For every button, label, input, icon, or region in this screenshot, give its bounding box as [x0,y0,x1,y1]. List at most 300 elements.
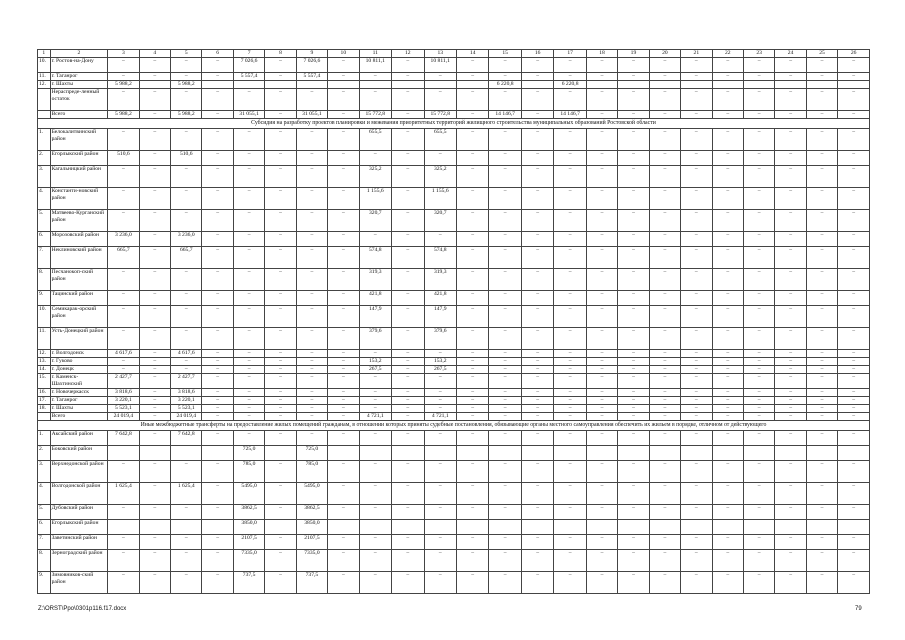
value-cell: – [233,350,264,358]
value-cell: – [328,232,359,247]
column-number-cell: 20 [649,50,680,58]
row-number-cell: 8. [38,550,51,572]
value-cell: – [359,151,391,166]
value-cell: – [171,366,202,374]
value-cell: – [108,269,139,291]
value-cell: – [108,129,139,151]
value-cell: 7335,0 [233,550,264,572]
value-cell: – [359,483,391,505]
value-cell: – [489,58,521,73]
value-cell: – [681,306,712,328]
value-cell: – [328,306,359,328]
municipality-name-cell: Егорлыкский район [50,520,108,535]
value-cell [649,520,680,535]
value-cell: – [456,269,488,291]
value-cell [743,81,774,89]
value-cell: – [202,58,233,73]
value-cell: – [359,405,391,413]
value-cell: – [456,358,488,366]
value-cell: – [328,111,359,119]
value-cell: – [743,166,774,188]
value-cell: – [328,483,359,505]
value-cell: – [586,328,617,350]
value-cell: – [838,413,870,421]
value-cell: – [554,397,586,405]
value-cell: – [489,405,521,413]
value-cell: – [743,550,774,572]
value-cell: – [202,129,233,151]
value-cell: – [649,166,680,188]
value-cell: – [775,550,806,572]
value-cell: – [775,413,806,421]
value-cell: 785,0 [233,461,264,483]
value-cell [359,520,391,535]
value-cell: – [456,210,488,232]
value-cell: – [359,73,391,81]
value-cell: 320,7 [359,210,391,232]
value-cell: – [554,461,586,483]
value-cell: – [649,350,680,358]
value-cell [521,520,553,535]
row-number-cell: 18. [38,405,51,413]
value-cell [171,520,202,535]
value-cell: – [233,389,264,397]
value-cell: – [489,366,521,374]
value-cell: – [139,550,170,572]
value-cell: – [681,483,712,505]
value-cell: – [171,188,202,210]
value-cell: – [139,505,170,520]
value-cell: – [489,358,521,366]
municipality-name-cell: г. Каменск-Шахтинский [50,374,108,389]
municipality-name-cell: г. Таганрог [50,397,108,405]
value-cell: – [296,431,327,446]
value-cell: – [681,413,712,421]
value-cell: – [328,405,359,413]
value-cell: – [265,129,296,151]
value-cell: – [586,151,617,166]
value-cell: 5 523,1 [171,405,202,413]
value-cell: – [649,269,680,291]
value-cell: – [521,389,553,397]
value-cell: – [618,572,649,594]
value-cell: – [296,328,327,350]
value-cell: – [586,269,617,291]
value-cell: – [649,328,680,350]
value-cell: – [618,151,649,166]
value-cell: 325,2 [359,166,391,188]
municipality-name-cell: Матвеево-Курганский район [50,210,108,232]
value-cell: – [712,247,743,269]
value-cell: – [806,188,837,210]
value-cell: 147,9 [359,306,391,328]
value-cell: – [202,210,233,232]
value-cell: – [489,269,521,291]
row-number-cell: 2. [38,151,51,166]
value-cell: 1 625,4 [108,483,139,505]
value-cell: – [392,572,424,594]
table-row [38,389,870,397]
value-cell: – [521,505,553,520]
value-cell: 147,9 [424,306,456,328]
value-cell: – [265,397,296,405]
value-cell: – [775,166,806,188]
row-number-cell [38,89,51,111]
value-cell [681,520,712,535]
value-cell: – [743,58,774,73]
value-cell: 665,7 [108,247,139,269]
value-cell: 5 988,2 [108,81,139,89]
value-cell: – [265,405,296,413]
value-cell: – [265,535,296,550]
value-cell: – [806,73,837,81]
value-cell: – [681,374,712,389]
value-cell: – [265,366,296,374]
value-cell [521,446,553,461]
value-cell: – [712,89,743,111]
value-cell: – [649,483,680,505]
value-cell: – [743,210,774,232]
value-cell: – [554,129,586,151]
value-cell [328,446,359,461]
value-cell: 319,3 [359,269,391,291]
value-cell: – [806,483,837,505]
value-cell: – [265,431,296,446]
value-cell: – [586,291,617,306]
value-cell [649,446,680,461]
value-cell: – [712,58,743,73]
value-cell: – [712,550,743,572]
value-cell: – [139,73,170,81]
value-cell: – [838,73,870,81]
value-cell: – [139,374,170,389]
column-number-cell: 21 [681,50,712,58]
table-row [38,446,870,461]
value-cell: 2 427,7 [108,374,139,389]
value-cell [775,446,806,461]
value-cell: – [681,151,712,166]
municipality-name-cell: Волгодонской район [50,483,108,505]
value-cell: – [296,306,327,328]
value-cell: – [554,306,586,328]
value-cell: – [171,166,202,188]
value-cell: – [521,461,553,483]
municipality-name-cell: Боковский район [50,446,108,461]
value-cell: 3862,5 [296,505,327,520]
table-row [38,306,870,328]
value-cell: – [392,550,424,572]
value-cell: – [712,210,743,232]
value-cell: – [521,188,553,210]
value-cell: – [108,328,139,350]
value-cell: – [806,358,837,366]
value-cell: – [456,73,488,81]
value-cell: – [838,111,870,119]
value-cell: 785,0 [296,461,327,483]
value-cell: – [743,572,774,594]
value-cell: – [586,306,617,328]
value-cell: – [681,111,712,119]
value-cell: – [618,247,649,269]
value-cell: – [392,232,424,247]
table-row [38,405,870,413]
value-cell: – [554,58,586,73]
value-cell: – [649,413,680,421]
value-cell: – [838,232,870,247]
value-cell: – [328,550,359,572]
value-cell: – [392,389,424,397]
table-row [38,166,870,188]
value-cell: – [265,550,296,572]
value-cell: – [521,269,553,291]
value-cell: – [649,550,680,572]
row-number-cell: 3. [38,461,51,483]
value-cell: – [359,350,391,358]
value-cell: 31 055,1 [233,111,264,119]
value-cell: 320,7 [424,210,456,232]
value-cell [838,81,870,89]
value-cell: – [712,405,743,413]
value-cell: – [775,247,806,269]
row-number-cell: 13. [38,358,51,366]
value-cell: – [296,232,327,247]
value-cell [712,520,743,535]
row-number-cell: 15. [38,374,51,389]
value-cell: – [712,413,743,421]
value-cell: – [233,306,264,328]
value-cell: – [489,89,521,111]
value-cell: – [806,389,837,397]
value-cell: 655,5 [424,129,456,151]
value-cell: – [265,89,296,111]
value-cell: – [424,350,456,358]
value-cell: – [456,413,488,421]
value-cell: – [392,461,424,483]
value-cell: – [108,291,139,306]
value-cell: 725,0 [296,446,327,461]
value-cell: – [554,389,586,397]
municipality-name-cell: г. Ростов-на-Дону [50,58,108,73]
value-cell: – [775,505,806,520]
value-cell: 4 617,6 [171,350,202,358]
value-cell: – [775,535,806,550]
value-cell: – [139,405,170,413]
value-cell: – [649,358,680,366]
value-cell [265,446,296,461]
value-cell: – [586,397,617,405]
value-cell: – [838,58,870,73]
value-cell [743,446,774,461]
value-cell: – [139,413,170,421]
value-cell: – [681,550,712,572]
column-number-cell: 24 [775,50,806,58]
municipality-name-cell: Зерноградский район [50,550,108,572]
value-cell: – [392,350,424,358]
value-cell: – [202,405,233,413]
column-number-cell: 9 [296,50,327,58]
value-cell: – [233,374,264,389]
value-cell [233,81,264,89]
value-cell: – [202,431,233,446]
value-cell: – [586,461,617,483]
value-cell: – [139,269,170,291]
value-cell: – [618,431,649,446]
value-cell: – [554,550,586,572]
value-cell [838,520,870,535]
value-cell: – [743,350,774,358]
value-cell: – [424,550,456,572]
value-cell: – [108,73,139,81]
value-cell: – [712,111,743,119]
value-cell: 4 617,6 [108,350,139,358]
value-cell: – [424,431,456,446]
row-number-cell: 10. [38,58,51,73]
value-cell: – [456,58,488,73]
value-cell: – [521,210,553,232]
value-cell: – [775,73,806,81]
value-cell: – [424,535,456,550]
value-cell: – [424,151,456,166]
value-cell: – [328,58,359,73]
value-cell: – [392,431,424,446]
value-cell: – [743,358,774,366]
value-cell: – [521,397,553,405]
value-cell: – [521,572,553,594]
value-cell: – [554,210,586,232]
row-number-cell: 17. [38,397,51,405]
table-row [38,291,870,306]
value-cell [456,446,488,461]
value-cell: – [233,151,264,166]
value-cell: – [554,247,586,269]
value-cell: – [712,328,743,350]
column-number-cell: 12 [392,50,424,58]
value-cell [392,81,424,89]
value-cell: – [171,89,202,111]
value-cell: – [328,413,359,421]
value-cell: – [328,210,359,232]
value-cell: – [806,306,837,328]
value-cell: – [712,535,743,550]
value-cell: – [649,374,680,389]
value-cell: – [838,505,870,520]
value-cell: – [521,306,553,328]
value-cell [139,81,170,89]
value-cell: – [359,89,391,111]
value-cell: – [712,431,743,446]
value-cell: – [328,366,359,374]
value-cell: – [296,89,327,111]
value-cell: – [618,58,649,73]
value-cell: – [775,111,806,119]
value-cell [139,446,170,461]
value-cell: – [743,389,774,397]
value-cell: 24 019,4 [108,413,139,421]
value-cell: – [359,389,391,397]
row-number-cell [38,413,51,421]
value-cell: – [521,58,553,73]
value-cell: 421,8 [424,291,456,306]
value-cell: – [521,413,553,421]
value-cell: – [265,306,296,328]
value-cell: 5495,0 [296,483,327,505]
value-cell: 4 721,1 [359,413,391,421]
value-cell [424,81,456,89]
value-cell: – [586,374,617,389]
value-cell: 14 146,7 [489,111,521,119]
table-row [38,73,870,81]
row-number-cell: 14. [38,366,51,374]
value-cell: – [775,210,806,232]
value-cell: – [359,374,391,389]
value-cell: – [489,232,521,247]
value-cell: – [424,397,456,405]
value-cell: – [139,247,170,269]
value-cell [586,446,617,461]
value-cell: – [328,374,359,389]
column-number-cell: 10 [328,50,359,58]
value-cell: – [681,166,712,188]
value-cell [392,520,424,535]
value-cell: – [489,483,521,505]
value-cell: – [743,188,774,210]
value-cell: – [489,535,521,550]
value-cell: – [618,358,649,366]
value-cell: – [554,291,586,306]
value-cell: – [743,89,774,111]
value-cell: 5 557,4 [296,73,327,81]
value-cell: 574,8 [359,247,391,269]
value-cell: – [521,328,553,350]
value-cell: – [806,366,837,374]
value-cell: – [649,461,680,483]
column-number-cell: 17 [554,50,586,58]
value-cell: – [171,129,202,151]
column-number-cell: 6 [202,50,233,58]
value-cell: – [233,188,264,210]
value-cell: – [712,389,743,397]
table-row [38,483,870,505]
value-cell: – [712,166,743,188]
municipality-name-cell: Заветинский район [50,535,108,550]
value-cell: – [139,210,170,232]
value-cell: 31 055,1 [296,111,327,119]
value-cell: – [649,73,680,81]
value-cell: – [392,366,424,374]
value-cell: – [489,350,521,358]
value-cell: – [681,358,712,366]
value-cell: – [202,247,233,269]
value-cell: – [618,306,649,328]
value-cell: – [489,247,521,269]
municipality-name-cell: г. Волгодонск [50,350,108,358]
budget-table [37,49,870,594]
municipality-name-cell: Константи-новский район [50,188,108,210]
column-number-cell: 15 [489,50,521,58]
value-cell: – [265,461,296,483]
row-number-cell: 12. [38,81,51,89]
table-row [38,461,870,483]
value-cell: – [456,188,488,210]
value-cell: – [392,166,424,188]
value-cell: 3850,0 [233,520,264,535]
value-cell: 510,6 [171,151,202,166]
value-cell: – [618,397,649,405]
value-cell: – [456,291,488,306]
section-title: Иные межбюджетные трансферты на предоставление жилых помещений гражданам, в отношении которых приняты судебные постановления, обязывающие органы местного самоуправления обеспечить их жильем в порядке, отличном от действующего [38,421,870,431]
value-cell: 3 220,1 [108,397,139,405]
value-cell: – [265,232,296,247]
